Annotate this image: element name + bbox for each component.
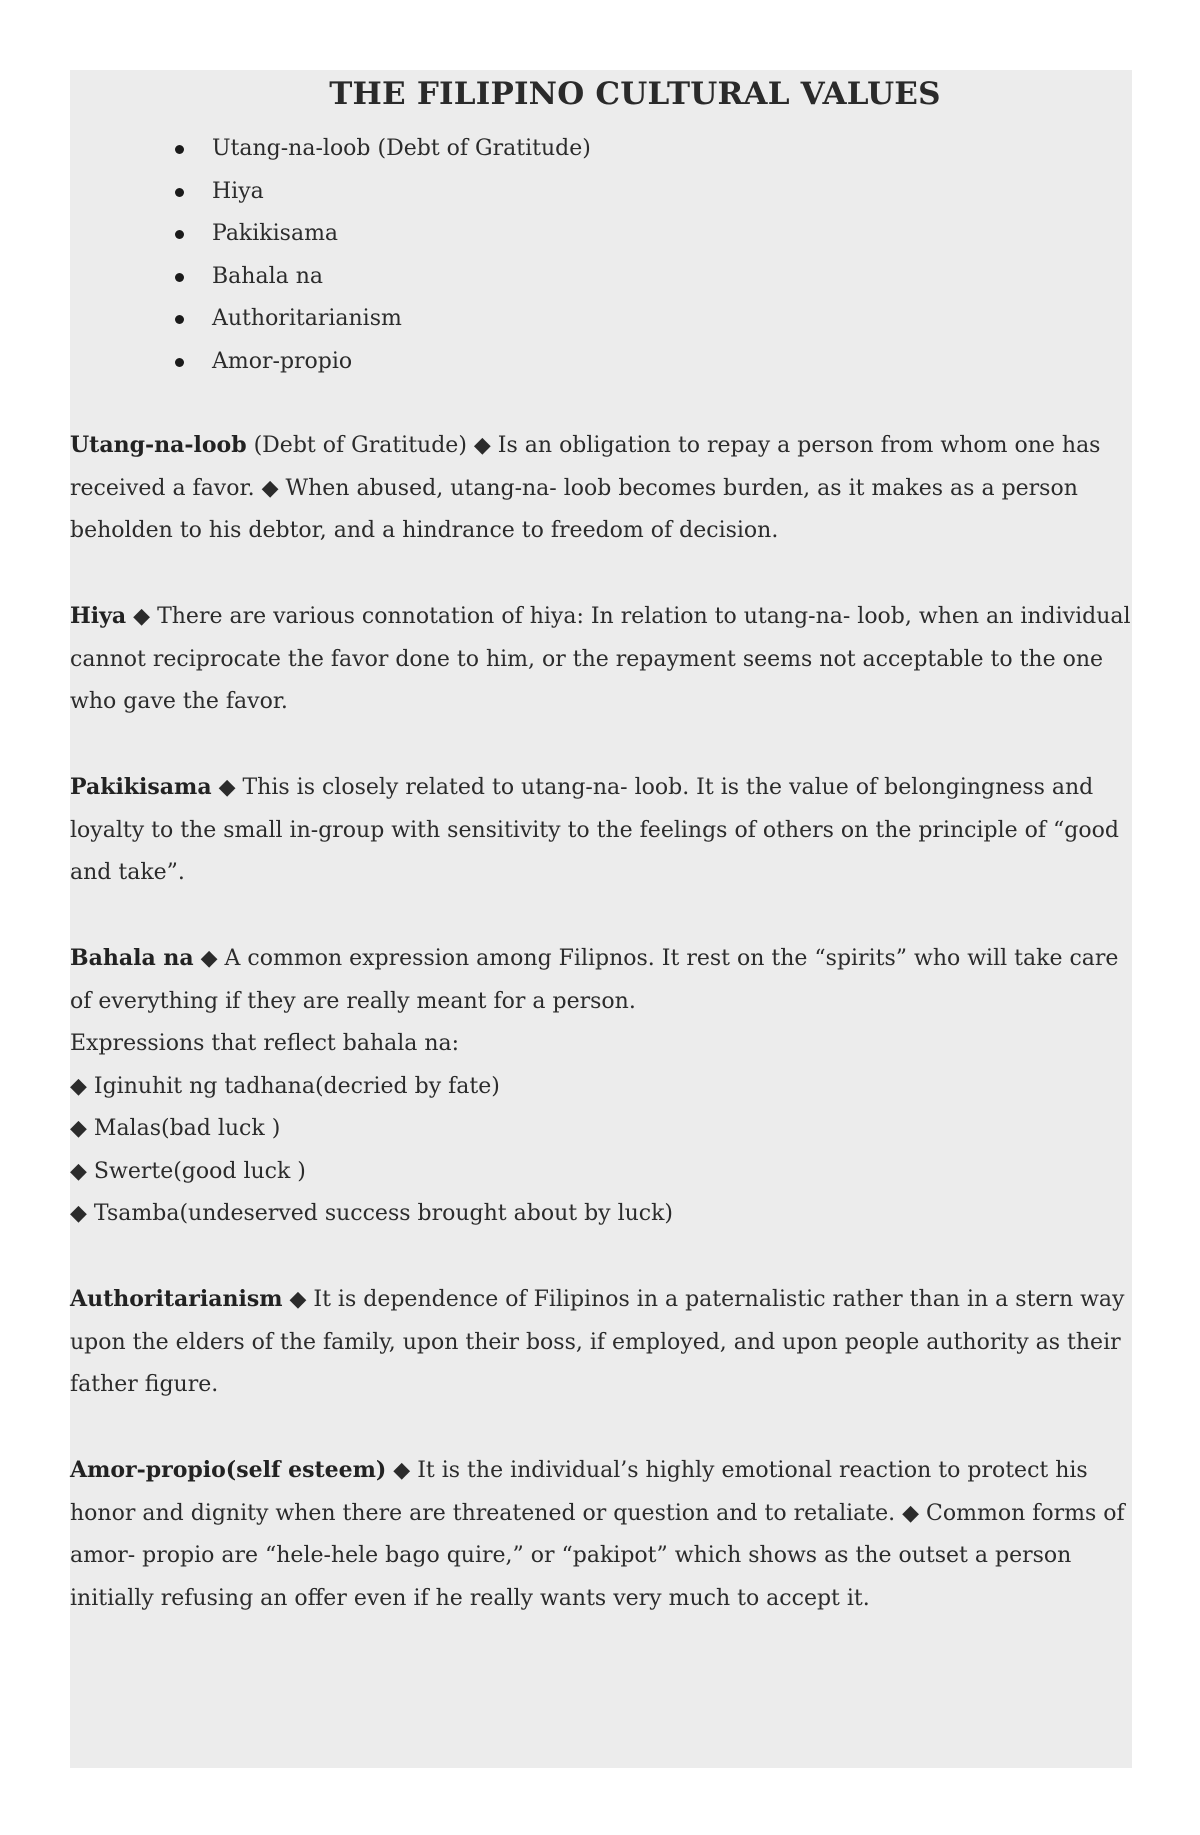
section-text: ◆ It is the individual’s highly emotional reaction to protect his honor and dignity when there are threatened or question and to retaliate. ◆ Common forms of amor- propio are “hele-hele bago quire,” or “pakipot” which shows as the outset a person initially refusing an offer even if he really wants very much to accept it. xyxy=(70,1458,1125,1611)
list-item: Authoritarianism xyxy=(142,298,591,341)
section-heading: Authoritarianism xyxy=(70,1286,283,1312)
section-text: (Debt of Gratitude) ◆ Is an obligation to repay a person from whom one has received a favor. ◆ When abused, utang-na- loob becomes burden, as it makes as a person beholden to his debtor, and a hindrance to freedom of decision. xyxy=(70,433,1101,543)
section-text: ◆ A common expression among Filipnos. It rest on the “spirits” who will take care of everything if they are really meant for a person. xyxy=(70,946,1119,1014)
document-body xyxy=(70,424,1140,1663)
values-list xyxy=(142,128,591,383)
expression-item: ◆ Iginuhit ng tadhana(decried by fate) xyxy=(70,1073,500,1099)
bullet-icon xyxy=(175,358,184,367)
bullet-icon xyxy=(175,273,184,282)
section-text: ◆ It is dependence of Filipinos in a paternalistic rather than in a stern way upon the elders of the family, upon their boss, if employed, and upon people authority as their father figure. xyxy=(70,1287,1125,1397)
section-bahala-na xyxy=(70,937,1140,1023)
section-heading: Amor-propio(self esteem) xyxy=(70,1457,387,1483)
bullet-icon xyxy=(175,230,184,239)
expression-item: ◆ Malas(bad luck ) xyxy=(70,1116,281,1141)
section-pakikisama xyxy=(70,766,1140,895)
section-heading: Hiya xyxy=(70,603,127,629)
list-item: Pakikisama xyxy=(142,213,591,256)
section-text: ◆ This is closely related to utang-na- loob. It is the value of belongingness and loyalty to the small in-group with sensitivity to the feelings of others on the principle of “good and take”. xyxy=(70,775,1119,885)
expressions-intro: Expressions that reflect bahala na: xyxy=(70,1031,460,1056)
page-title: THE FILIPINO CULTURAL VALUES xyxy=(329,76,941,112)
section-heading: Pakikisama xyxy=(70,774,212,800)
list-item: Bahala na xyxy=(142,256,591,299)
expression-item: ◆ Tsamba(undeserved success brought about by luck) xyxy=(70,1201,674,1226)
section-heading: Utang-na-loob xyxy=(70,432,247,458)
bullet-icon xyxy=(175,315,184,324)
bullet-icon xyxy=(175,145,184,154)
section-text: ◆ There are various connotation of hiya: In relation to utang-na- loob, when an individual cannot reciprocate the favor done to him, or the repayment seems not acceptable to the one who gave the favor. xyxy=(70,604,1131,714)
section-hiya xyxy=(70,595,1140,724)
section-authoritarianism xyxy=(70,1278,1140,1407)
section-utang-na-loob xyxy=(70,424,1140,553)
list-item: Hiya xyxy=(142,171,591,214)
section-heading: Bahala na xyxy=(70,945,194,971)
expression-item: ◆ Swerte(good luck ) xyxy=(70,1158,306,1184)
list-item: Amor-propio xyxy=(142,341,591,384)
section-amor-propio xyxy=(70,1449,1140,1620)
bullet-icon xyxy=(175,188,184,197)
list-item: Utang-na-loob (Debt of Gratitude) xyxy=(142,128,591,171)
